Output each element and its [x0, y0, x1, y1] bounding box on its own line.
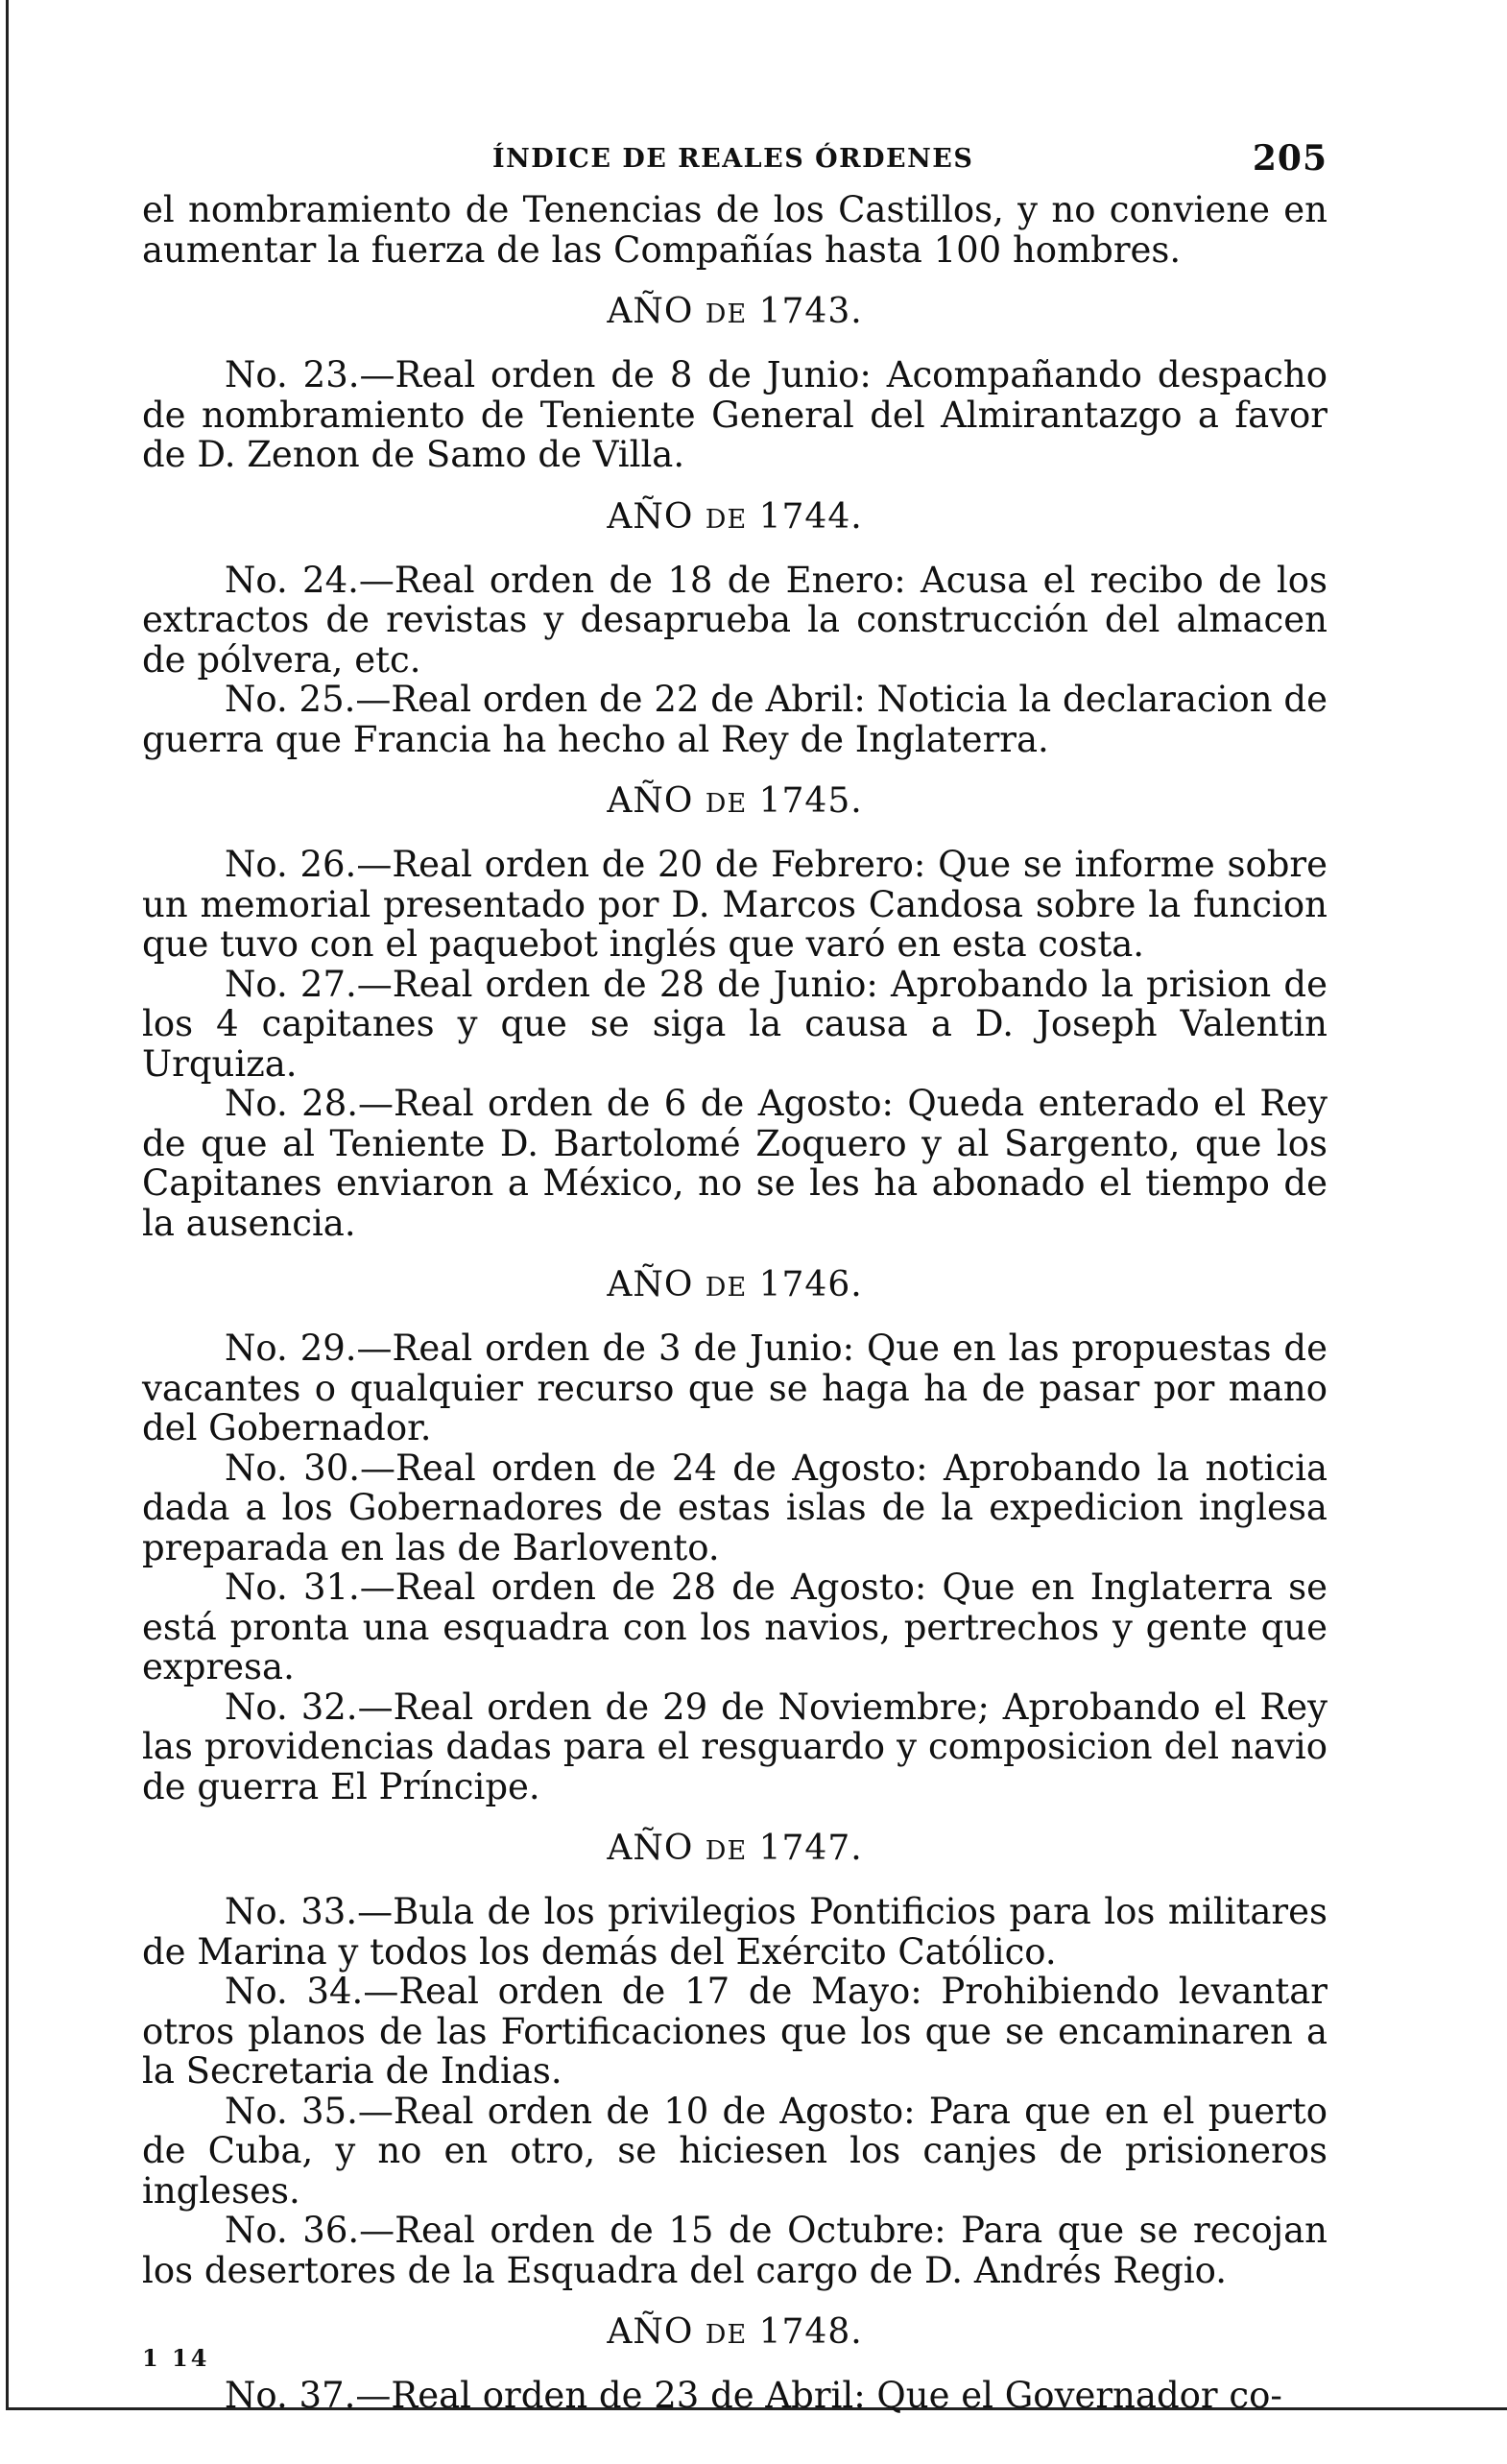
year-word: AÑO [607, 292, 694, 331]
index-entry: No. 35.—Real orden de 10 de Agosto: Para que en el puerto de Cuba, y no en otro, se hiciesen los canjes de prisioneros ingleses. [142, 2090, 1328, 2212]
year-de: DE [705, 2320, 748, 2350]
signature-mark: 1 14 [142, 2344, 210, 2372]
index-entry: No. 30.—Real orden de 24 de Agosto: Aprobando la noticia dada a los Gobernadores de estas islas de la expedicion inglesa preparada en las de Barlovento. [142, 1447, 1328, 1568]
index-entry: No. 28.—Real orden de 6 de Agosto: Queda enterado el Rey de que al Teniente D. Bartolomé Zoquero y al Sargento, que los Capitanes enviaron a México, no se les ha abonado el tiempo de la ausencia. [142, 1083, 1328, 1244]
index-entry: No. 29.—Real orden de 3 de Junio: Que en las propuestas de vacantes o qualquier recurso que se haga ha de pasar por mano del Gobernador. [142, 1328, 1328, 1448]
continuation-paragraph: el nombramiento de Tenencias de los Castillos, y no conviene en aumentar la fuerza de las Compañías hasta 100 hombres. [142, 189, 1328, 271]
year-number: 1747. [758, 1829, 863, 1868]
year-word: AÑO [607, 1829, 694, 1868]
index-entry: No. 23.—Real orden de 8 de Junio: Acompañando despacho de nombramiento de Teniente General del Almirantazgo a favor de D. Zenon de Samo de Villa. [142, 354, 1328, 475]
year-heading [142, 498, 1328, 539]
year-number: 1746. [758, 1265, 863, 1304]
year-heading [142, 1266, 1328, 1307]
index-entry: No. 24.—Real orden de 18 de Enero: Acusa el recibo de los extractos de revistas y desaprueba la construcción del almacen de pólvera, etc. [142, 559, 1328, 681]
index-entry: No. 33.—Bula de los privilegios Pontificios para los militares de Marina y todos los demás del Exército Católico. [142, 1891, 1328, 1973]
document-page [142, 132, 1328, 2416]
year-word: AÑO [607, 2312, 694, 2352]
year-number: 1744. [758, 496, 863, 537]
year-de: DE [705, 299, 748, 329]
year-de: DE [705, 504, 748, 535]
index-entry: No. 32.—Real orden de 29 de Noviembre; Aprobando el Rey las providencias dadas para el resguardo y composicion del navio de guerra El Príncipe. [142, 1686, 1328, 1807]
index-entry: No. 37.—Real orden de 23 de Abril: Que el Governador co- [225, 2375, 1282, 2416]
index-entry: No. 26.—Real orden de 20 de Febrero: Que se informe sobre un memorial presentado por D. Marcos Candosa sobre la funcion que tuvo con el paquebot inglés que varó en esta costa. [142, 844, 1328, 965]
year-word: AÑO [607, 781, 694, 821]
year-number: 1743. [758, 292, 863, 331]
year-word: AÑO [607, 496, 694, 537]
running-title: ÍNDICE DE REALES ÓRDENES [492, 144, 974, 174]
year-word: AÑO [607, 1265, 694, 1304]
index-entry: No. 31.—Real orden de 28 de Agosto: Que en Inglaterra se está pronta una esquadra con los navios, pertrechos y gente que expresa. [142, 1567, 1328, 1687]
running-header [142, 132, 1328, 190]
year-de: DE [705, 1836, 748, 1866]
index-entry: No. 25.—Real orden de 22 de Abril: Noticia la declaracion de guerra que Francia ha hecho al Rey de Inglaterra. [142, 679, 1328, 760]
body-text [142, 190, 1328, 2416]
year-number: 1748. [758, 2312, 863, 2352]
page-edge-left [6, 0, 9, 2409]
index-entry: No. 27.—Real orden de 28 de Junio: Aprobando la prision de los 4 capitanes y que se siga la causa a D. Joseph Valentin Urquiza. [142, 963, 1328, 1085]
year-heading [142, 2313, 1328, 2355]
year-heading [142, 293, 1328, 334]
index-entry: No. 36.—Real orden de 15 de Octubre: Para que se recojan los desertores de la Esquadra del cargo de D. Andrés Regio. [142, 2210, 1328, 2291]
year-heading [142, 782, 1328, 824]
year-de: DE [705, 789, 748, 819]
year-heading [142, 1830, 1328, 1871]
index-entry: No. 34.—Real orden de 17 de Mayo: Prohibiendo levantar otros planos de las Fortificaciones que los que se encaminaren a la Secretaria de Indias. [142, 1971, 1328, 2092]
page-number: 205 [1252, 138, 1328, 179]
year-number: 1745. [758, 781, 863, 821]
year-de: DE [705, 1273, 748, 1303]
